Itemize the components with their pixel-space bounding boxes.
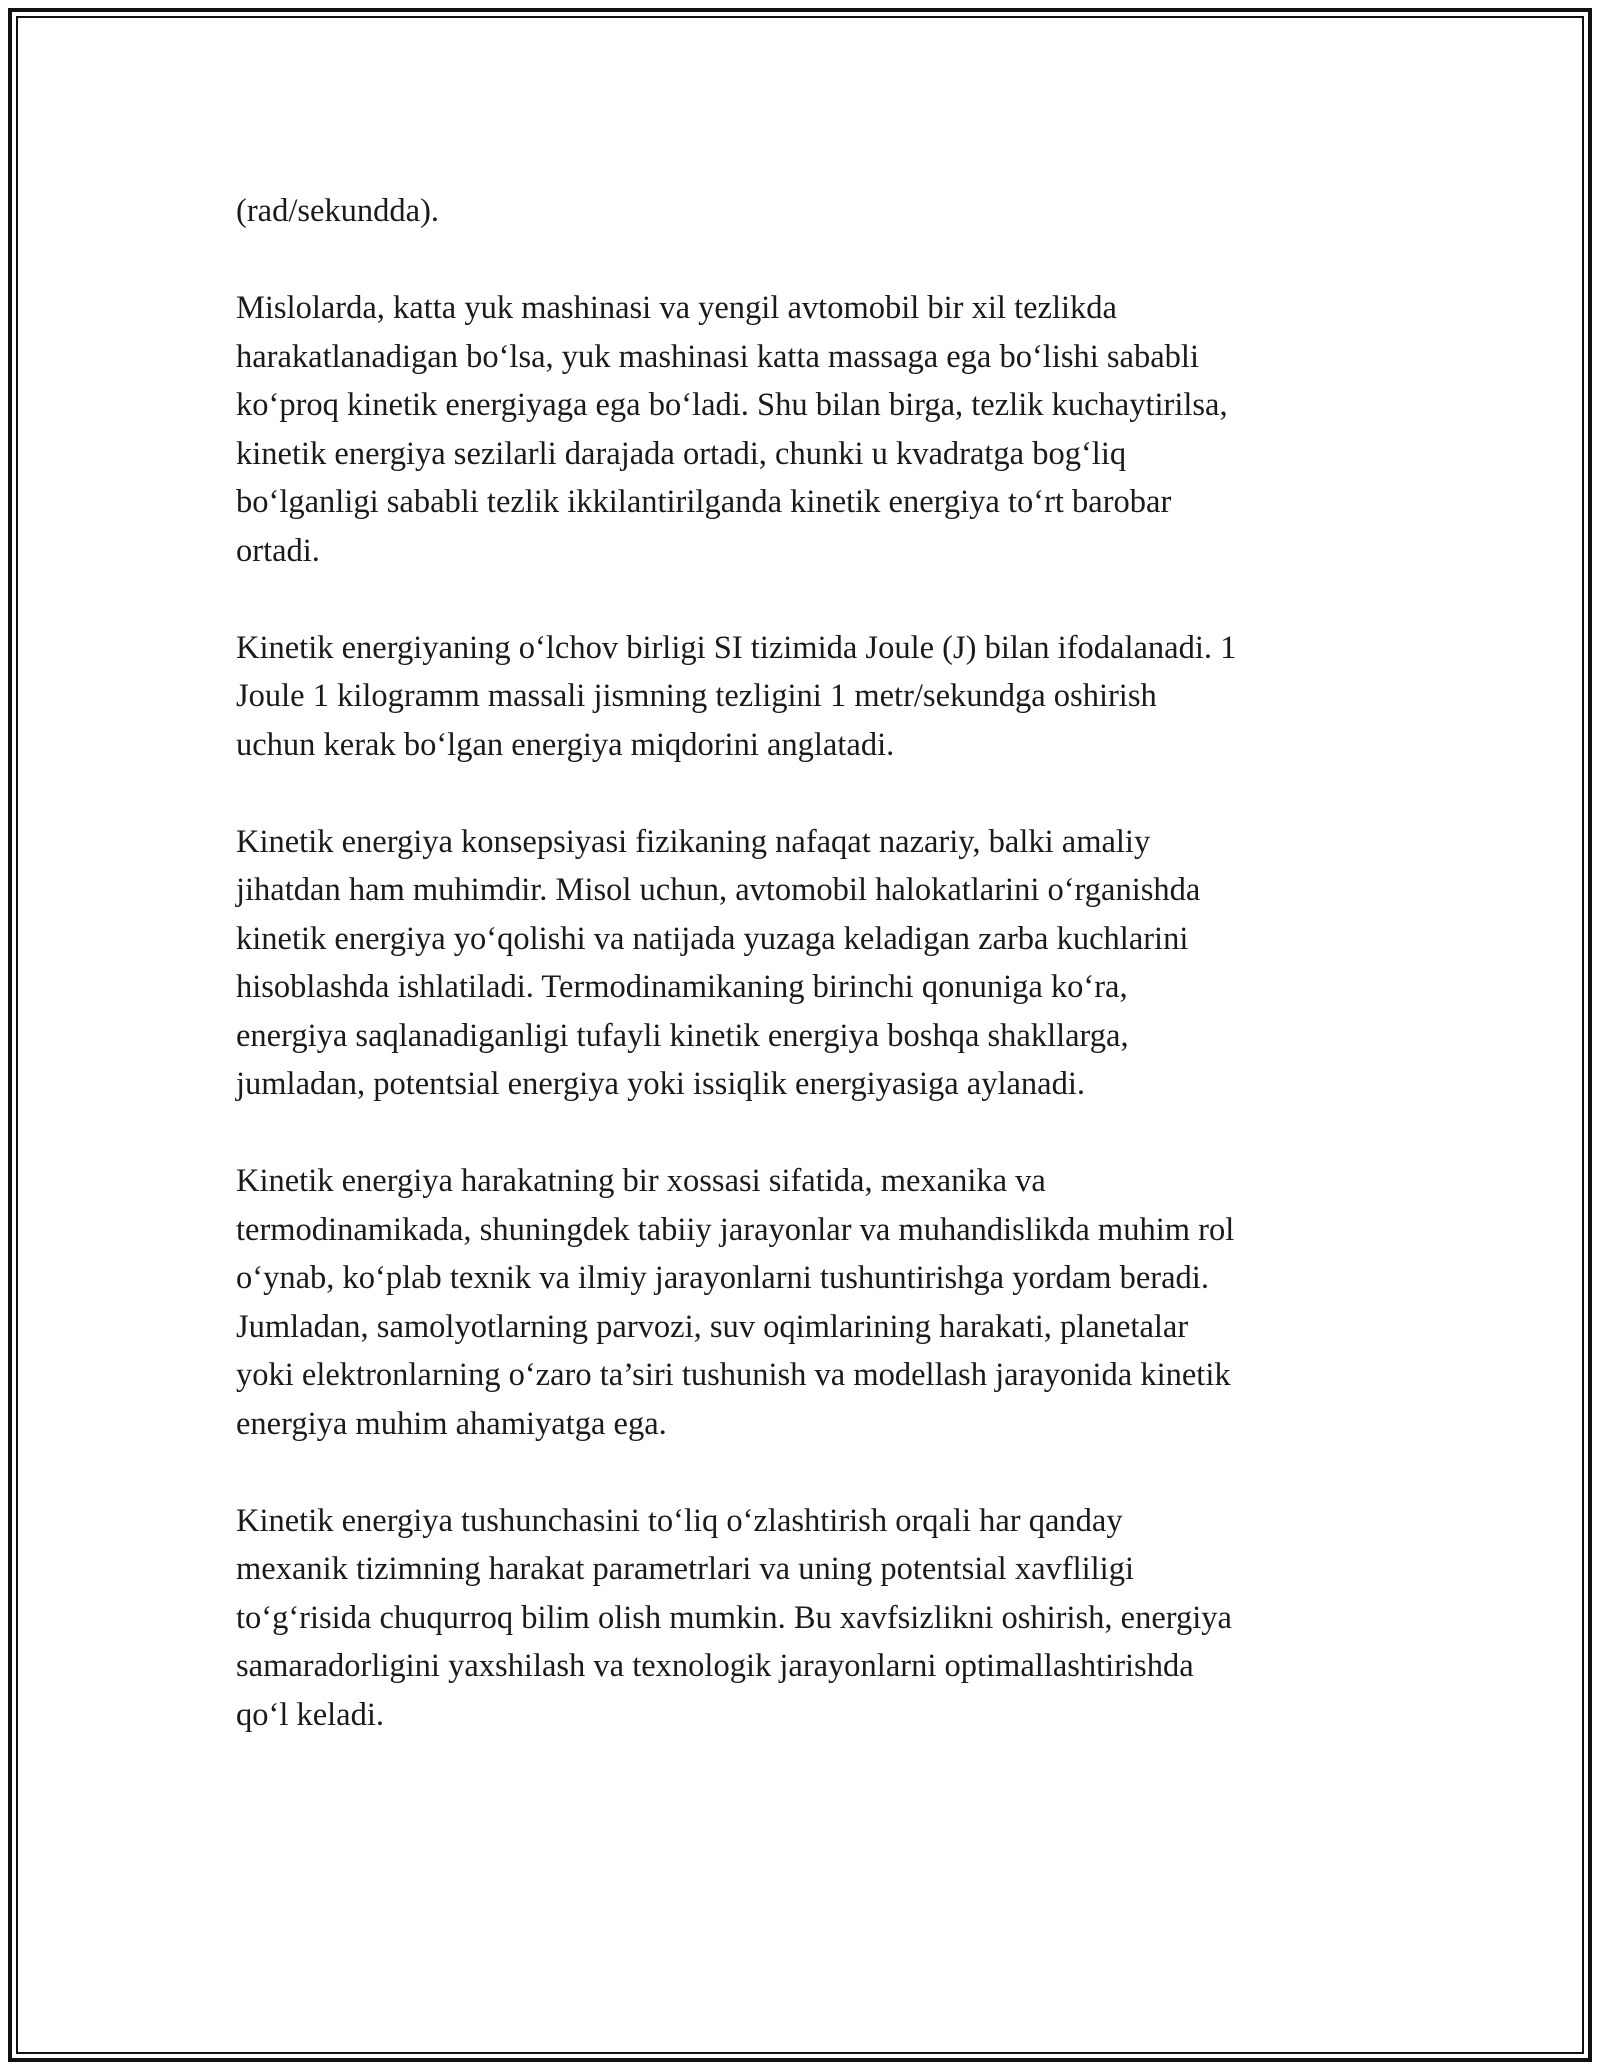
- paragraph-mechanics-role: Kinetik energiya harakatning bir xossasi sifatida, mexanika va termodinamikada, shuningdek tabiiy jarayonlar va muhandislikda muhim rol o‘ynab, ko‘plab texnik va ilmiy jarayonlarni tushuntirishga yordam beradi. Jumladan, samolyotlarning parvozi, suv oqimlarining harakati, planetalar yoki elektronlarning o‘zaro ta’siri tushunish va modellash jarayonida kinetik energiya muhim ahamiyatga ega.: [236, 1163, 1235, 1442]
- paragraph-si-unit: Kinetik energiyaning o‘lchov birligi SI tizimida Joule (J) bilan ifodalanadi. 1 Joule 1 kilogramm massali jismning tezligini 1 metr/sekundga oshirish uchun kerak bo‘lgan energiya miqdorini anglatadi.: [236, 629, 1237, 763]
- paragraph-vehicle-example: Mislolarda, katta yuk mashinasi va yengil avtomobil bir xil tezlikda harakatlanadigan bo‘lsa, yuk mashinasi katta massaga ega bo‘lishi sababli ko‘proq kinetik energiyaga ega bo‘ladi. Shu bilan birga, tezlik kuchaytirilsa, kinetik energiya sezilarli darajada ortadi, chunki u kvadratga bog‘liq bo‘lganligi sababli tezlik ikkilantirilganda kinetik energiya to‘rt barobar ortadi.: [236, 290, 1228, 569]
- paragraph-units-fragment: (rad/sekundda).: [236, 193, 440, 229]
- document-body: [236, 187, 1364, 1788]
- paragraph-conclusion: Kinetik energiya tushunchasini to‘liq o‘zlashtirish orqali har qanday mexanik tizimning harakat parametrlari va uning potentsial xavfliligi to‘g‘risida chuqurroq bilim olish mumkin. Bu xavfsizlikni oshirish, energiya samaradorligini yaxshilash va texnologik jarayonlarni optimallashtirishda qo‘l keladi.: [236, 1502, 1232, 1733]
- paragraph-practical-importance: Kinetik energiya konsepsiyasi fizikaning nafaqat nazariy, balki amaliy jihatdan ham muhimdir. Misol uchun, avtomobil halokatlarini o‘rganishda kinetik energiya yo‘qolishi va natijada yuzaga keladigan zarba kuchlarini hisoblashda ishlatiladi. Termodinamikaning birinchi qonuniga ko‘ra, energiya saqlanadiganligi tufayli kinetik energiya boshqa shakllarga, jumladan, potentsial energiya yoki issiqlik energiyasiga aylanadi.: [236, 823, 1201, 1102]
